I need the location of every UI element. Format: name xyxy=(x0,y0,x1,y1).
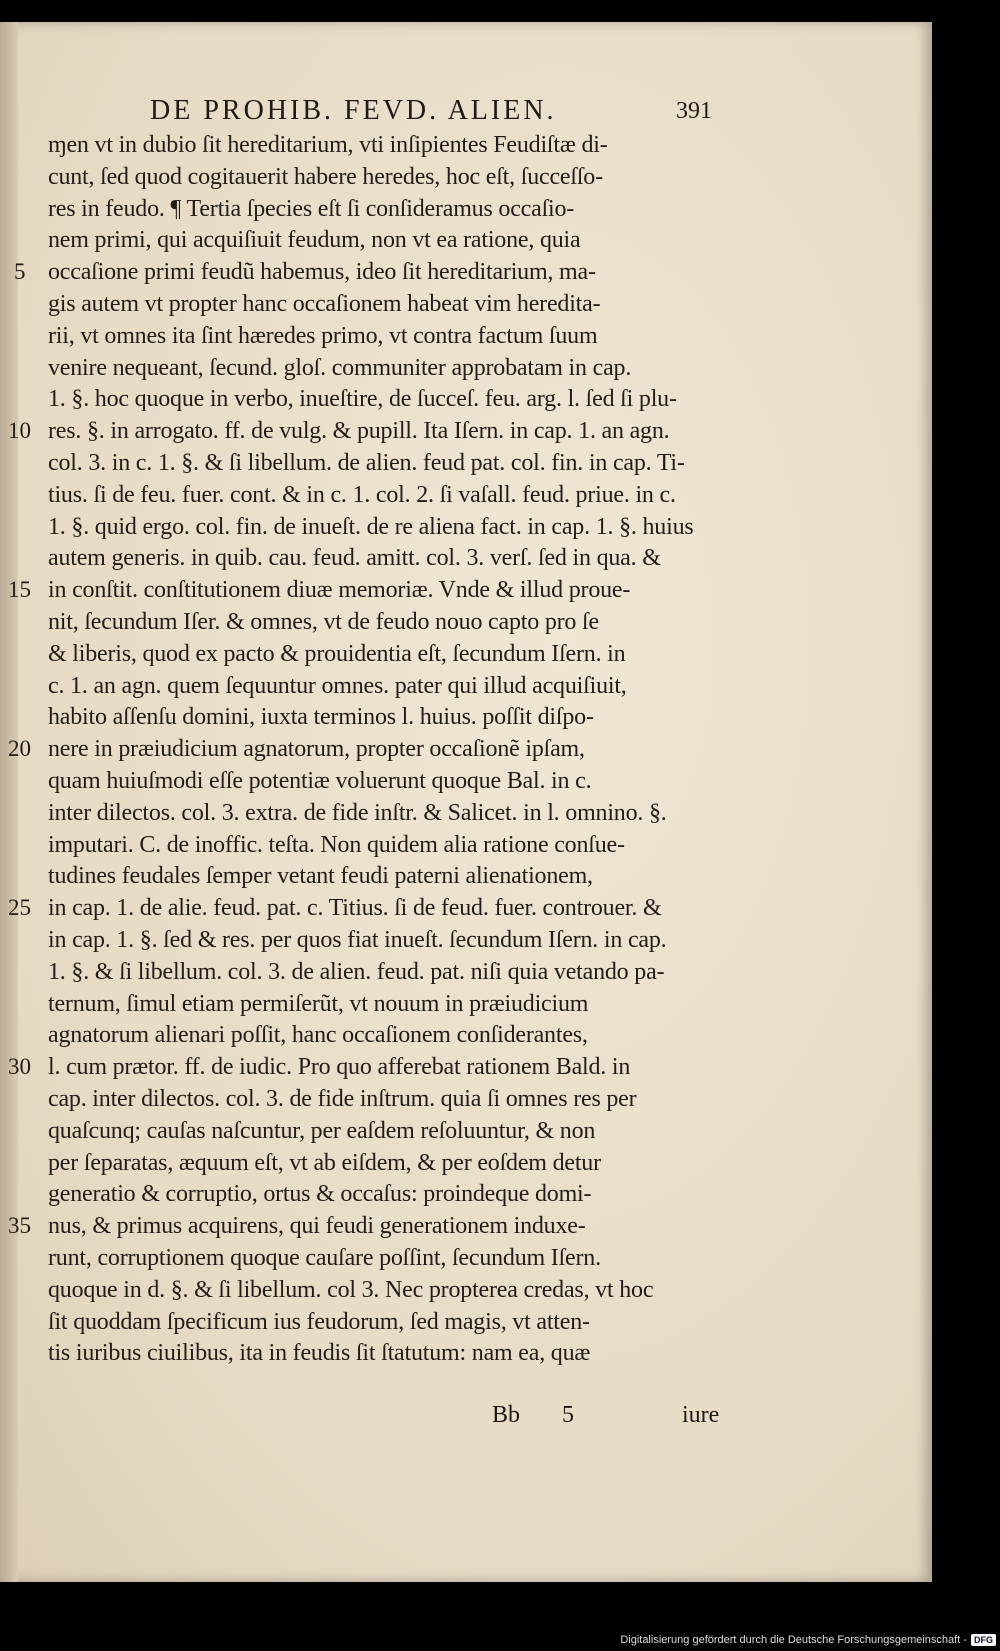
dfg-logo: DFG xyxy=(971,1634,996,1646)
text-line: & liberis, quod ex pacto & prouidentia eſt, ſecundum Iſern. in xyxy=(48,640,626,667)
text-line: cunt, ſed quod cogitauerit habere heredes, hoc eſt, ſucceſſo- xyxy=(48,163,603,190)
text-line: quaſcunq; cauſas naſcuntur, per eaſdem reſoluuntur, & non xyxy=(48,1117,596,1144)
margin-line-number: 5 xyxy=(14,259,26,285)
text-line: runt, corruptionem quoque cauſare poſſint, ſecundum Iſern. xyxy=(48,1245,601,1271)
text-line: agnatorum alienari poſſit, hanc occaſionem conſiderantes, xyxy=(48,1022,588,1049)
text-line: 1. §. & ſi libellum. col. 3. de alien. feud. pat. niſi quia vetando pa- xyxy=(48,958,665,985)
text-line: gis autem vt propter hanc occaſionem habeat vim heredita- xyxy=(48,291,601,317)
signature-number: 5 xyxy=(562,1402,574,1428)
catchword: iure xyxy=(682,1402,720,1428)
margin-line-number: 15 xyxy=(8,577,31,603)
text-line: 1. §. hoc quoque in verbo, inueſtire, de ſucceſ. feu. arg. l. ſed ſi plu- xyxy=(48,386,677,413)
text-line: res. §. in arrogato. ff. de vulg. & pupill. Ita Iſern. in cap. 1. an agn. xyxy=(48,418,670,445)
text-line: 1. §. quid ergo. col. fin. de inueſt. de re aliena fact. in cap. 1. §. huius xyxy=(48,513,694,540)
text-line: cap. inter dilectos. col. 3. de fide inſtrum. quia ſi omnes res per xyxy=(48,1086,637,1112)
text-line: tius. ſi de feu. fuer. cont. & in c. 1. col. 2. ſi vaſall. feud. priue. in c. xyxy=(48,481,676,508)
margin-line-number: 35 xyxy=(8,1213,31,1239)
margin-line-number: 30 xyxy=(8,1054,31,1080)
text-line: nem primi, qui acquiſiuit feudum, non vt ea ratione, quia xyxy=(48,227,581,254)
text-line: nit, ſecundum Iſer. & omnes, vt de feudo nouo capto pro ſe xyxy=(48,609,599,635)
text-line: ternum, ſimul etiam permiſerũt, vt nouum in præiudicium xyxy=(48,990,589,1017)
text-line: quam huiuſmodi eſſe potentiæ voluerunt quoque Bal. in c. xyxy=(48,768,592,794)
text-line: generatio & corruptio, ortus & occaſus: proindeque domi- xyxy=(48,1181,592,1208)
text-line: quoque in d. §. & ſi libellum. col 3. Nec propterea credas, vt hoc xyxy=(48,1276,654,1303)
text-line: rii, vt omnes ita ſint hæredes primo, vt contra factum ſuum xyxy=(48,322,598,349)
credit-text: Digitalisierung gefördert durch die Deutsche Forschungsgemeinschaft - xyxy=(620,1634,967,1646)
text-line: nere in præiudicium agnatorum, propter occaſionẽ ipſam, xyxy=(48,736,585,763)
margin-line-number: 10 xyxy=(8,418,31,444)
page-edge xyxy=(0,22,18,1582)
text-line: venire nequeant, ſecund. gloſ. communiter approbatam in cap. xyxy=(48,354,632,381)
text-line: in conſtit. conſtitutionem diuæ memoriæ. Vnde & illud proue- xyxy=(48,577,631,604)
text-line: tudines feudales ſemper vetant feudi paterni alienationem, xyxy=(48,863,593,890)
text-line: tis iuribus ciuilibus, ita in feudis ſit ſtatutum: nam ea, quæ xyxy=(48,1340,591,1367)
text-line: nus, & primus acquirens, qui feudi generationem induxe- xyxy=(48,1213,586,1240)
digitization-credit xyxy=(620,1631,996,1649)
text-line: col. 3. in c. 1. §. & ſi libellum. de alien. feud pat. col. fin. in cap. Ti- xyxy=(48,450,685,476)
text-line: per ſeparatas, æquum eſt, vt ab eiſdem, & per eoſdem detur xyxy=(48,1149,601,1176)
text-line: c. 1. an agn. quem ſequuntur omnes. pater qui illud acquiſiuit, xyxy=(48,672,627,699)
page-number: 391 xyxy=(676,98,712,124)
margin-line-number: 25 xyxy=(8,895,31,921)
text-line: res in feudo. ¶ Tertia ſpecies eſt ſi conſideramus occaſio- xyxy=(48,195,575,222)
text-line: occaſione primi feudũ habemus, ideo ſit hereditarium, ma- xyxy=(48,259,596,286)
running-title: DE PROHIB. FEVD. ALIEN. xyxy=(150,95,557,126)
margin-line-number: 20 xyxy=(8,736,31,762)
text-line: ſit quoddam ſpecificum ius feudorum, ſed magis, vt atten- xyxy=(48,1308,590,1335)
signature-mark: Bb xyxy=(492,1402,521,1428)
text-line: autem generis. in quib. cau. feud. amitt. col. 3. verſ. ſed in qua. & xyxy=(48,545,661,572)
signature-line xyxy=(492,1402,732,1432)
text-line: in cap. 1. de alie. feud. pat. c. Titius. ſi de feud. fuer. controuer. & xyxy=(48,895,662,922)
text-line: habito aſſenſu domini, iuxta terminos l. huius. poſſit diſpo- xyxy=(48,704,594,731)
text-line: inter dilectos. col. 3. extra. de fide inſtr. & Salicet. in l. omnino. §. xyxy=(48,799,667,826)
text-line: in cap. 1. §. ſed & res. per quos fiat inueſt. ſecundum Iſern. in cap. xyxy=(48,927,667,953)
text-line: imputari. C. de inoffic. teſta. Non quidem alia ratione conſue- xyxy=(48,831,625,858)
text-line: ɱen vt in dubio ſit hereditarium, vti inſipientes Feudiſtæ di- xyxy=(48,132,608,158)
text-line: l. cum prætor. ff. de iudic. Pro quo afferebat rationem Bald. in xyxy=(48,1054,631,1081)
